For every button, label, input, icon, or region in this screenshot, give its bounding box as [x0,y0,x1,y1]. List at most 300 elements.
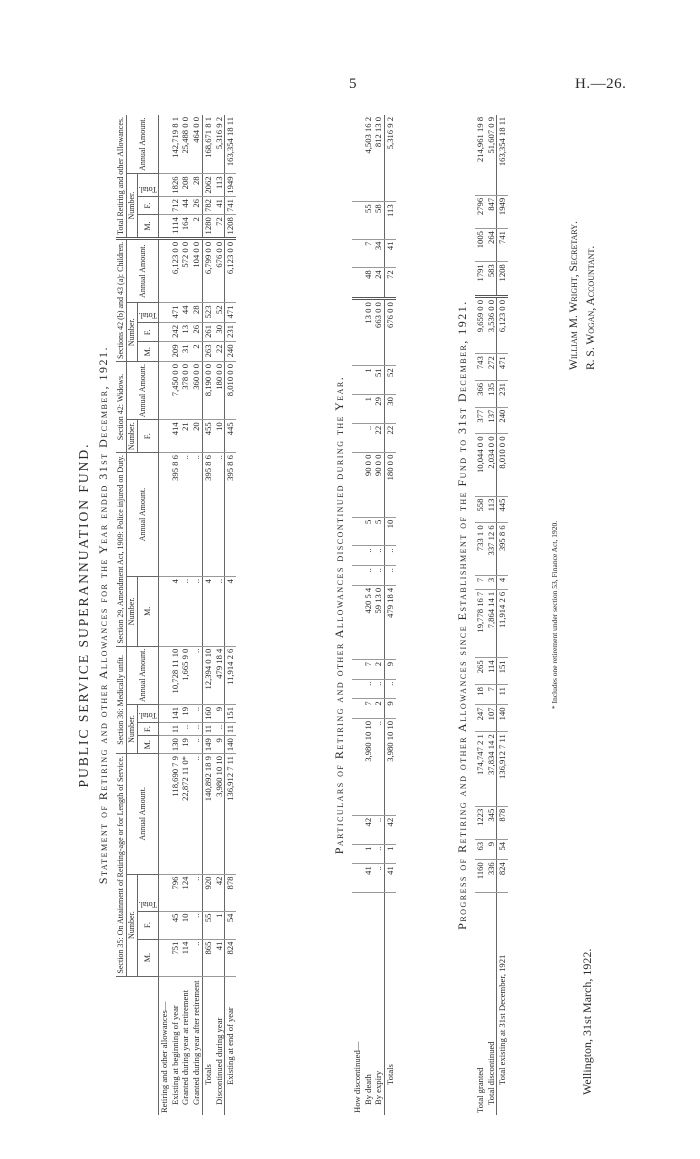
table-cell: 13 0 0 [363,299,374,366]
table-cell: .. [191,939,202,976]
table-cell: 479 18 4 [385,585,396,659]
table-cell: 5 [373,517,384,546]
table-cell: 464 0 0 [191,115,202,174]
table-cell: 8,190 0 0 [202,361,213,419]
table-cell: 395 8 6 [225,453,236,577]
table-cell: 214,961 19 8 [475,115,486,195]
table-cell: 28 [191,174,202,197]
table-cell: 9 [385,699,396,719]
table-cell: 1114 [170,215,181,239]
number-header: Number. [127,577,138,647]
statement-body [159,115,237,1115]
row-label: Totals [385,893,396,1116]
table-cell [159,115,170,174]
page-number: 5 [349,76,357,92]
table-cell: 22 [373,423,384,452]
table-cell: 5,316 9 2 [214,115,225,174]
s29-header: Section 29, Amendment Act, 1909: Police injured on Duty. [116,453,127,647]
table-cell: 41 [385,239,396,268]
table-cell: 22 [385,423,396,452]
table-cell: 9 [486,839,497,859]
table-cell: 558 [475,496,486,523]
progress-table [475,115,508,1115]
table-cell: 337 12 6 [486,523,497,575]
table-cell: 878 [497,806,508,839]
table-cell: 5 [363,517,374,546]
m-header: M. [138,939,159,976]
table-cell: 58 [373,202,384,239]
row-label: How discontinued— [352,1041,362,1113]
number-header: Number. [127,303,138,361]
table-cell: 231 [497,380,508,407]
number-header: Number. [127,174,138,238]
table-cell: 137 [486,407,497,434]
table-cell: 180 0 0 [385,452,396,517]
table-cell: 163,354 18 11 [497,115,508,195]
table-cell: .. [191,722,202,735]
particulars-body [352,115,396,1115]
table-cell: 824 [497,860,508,893]
secretary-signature: William M. Wright, Secretary. [568,221,580,370]
number-header: Number. [127,705,138,754]
table-cell: 174,747 2 1 [475,732,486,807]
table-cell: 264 [486,229,497,262]
table-cell: 11,914 2 6 [225,646,236,704]
table-cell: 6,123 0 0 [497,296,508,353]
table-cell [159,939,170,976]
table-cell: 31 [180,342,191,361]
page-reference: H.—26. [575,76,627,92]
row-label: Granted during year after retirement [191,980,202,1105]
table-cell: .. [191,646,202,704]
table-cell: 1949 [497,195,508,228]
table-cell: 395 8 6 [202,453,213,577]
number-header: Number. [127,874,138,976]
table-cell: 1,665 9 0 [180,646,191,704]
table-cell: 26 [191,322,202,341]
table-cell: 3 [486,575,497,589]
table-cell: 22,872 11 0* [180,754,191,875]
table-cell: 6,123 0 0 [170,238,181,303]
table-cell: 1 [214,911,225,939]
row-label: Existing at beginning of year [169,1005,180,1105]
table-cell: .. [373,815,384,844]
table-cell: 676 0 0 [385,299,396,366]
table-cell: 471 [497,354,508,381]
table-cell: 878 [225,874,236,911]
table-cell: 414 [170,420,181,453]
table-cell: 378 0 0 [180,361,191,419]
table-cell: 63 [475,839,486,859]
table-cell [352,268,363,299]
table-row [202,115,213,1115]
table-cell [352,239,363,268]
table-cell: .. [363,423,374,452]
annual-header: Annual Amount. [127,115,159,174]
row-label: Total existing at 31st December, 1921 [497,893,508,1116]
table-cell: 240 [497,407,508,434]
table-cell: 13 [180,322,191,341]
table-cell: 1208 [225,215,236,239]
table-cell: 2 [191,215,202,239]
table-cell: 782 [202,197,213,215]
table-cell: 471 [170,303,181,322]
table-cell: 9 [385,659,396,679]
table-cell: 41 [214,197,225,215]
table-row [475,115,486,1115]
particulars-title: Particulars of Retiring and other Allowances discontinued during the Year. [332,375,346,855]
table-cell [159,238,170,303]
table-cell: 28 [191,303,202,322]
table-cell [159,646,170,704]
table-cell: 10 [180,911,191,939]
progress-body [475,115,508,1115]
table-row [497,115,508,1115]
table-cell: 920 [202,874,213,911]
table-cell: 420 5 4 [363,585,374,659]
row-label: Existing at end of year [225,976,236,1115]
table-cell [352,679,363,699]
table-cell: 743 [475,354,486,381]
table-cell: 2062 [202,174,213,197]
table-cell: 4 [202,577,213,647]
table-cell: 18 [475,685,486,705]
f-header: F. [138,722,159,735]
table-cell: .. [363,679,374,699]
table-cell: 45 [170,911,181,939]
table-cell: 11 [202,722,213,735]
table-cell: .. [214,453,225,577]
table-row [214,115,225,1115]
table-cell [352,115,363,202]
table-cell: 240 [225,342,236,361]
m-header: M. [138,342,159,361]
table-cell: 360 0 0 [191,361,202,419]
table-row [486,115,497,1115]
annual-header: Annual Amount. [127,238,159,303]
table-cell: 263 [202,342,213,361]
table-cell: 8,010 0 0 [497,434,508,496]
table-cell: .. [191,754,202,875]
table-cell: .. [373,844,384,864]
table-cell: 51,607 0 9 [486,115,497,195]
table-cell: .. [385,546,396,566]
table-cell: 136,912 7 11 [497,732,508,807]
rotated-document-body [70,115,650,1115]
table-cell [352,844,363,864]
table-row [180,115,191,1115]
table-row [385,115,396,1115]
table-cell [159,453,170,577]
table-cell: 265 [475,658,486,685]
table-cell: 10,728 11 10 [170,646,181,704]
table-cell: 41 [385,864,396,893]
table-cell: 741 [497,229,508,262]
table-cell: .. [373,679,384,699]
table-cell: 29 [373,395,384,424]
table-cell: .. [214,722,225,735]
table-cell: 114 [486,658,497,685]
table-cell: 160 [202,705,213,723]
table-cell: 3,980 10 10 [214,754,225,875]
table-cell: 41 [363,864,374,893]
main-title: PUBLIC SERVICE SUPERANNUATION FUND. [76,442,91,788]
table-cell: 52 [385,366,396,395]
table-cell [159,215,170,239]
table-cell: 104 0 0 [191,238,202,303]
table-cell: 151 [497,658,508,685]
table-cell: .. [180,453,191,577]
table-cell [352,395,363,424]
annual-header: Annual Amount. [127,361,159,419]
table-cell: 114 [180,939,191,976]
table-cell: 1280 [202,215,213,239]
table-cell: 1160 [475,860,486,893]
table-cell: 11,914 2 6 [497,589,508,658]
footnote: * Includes one retirement under section 53, Finance Act, 1920. [550,520,559,710]
table-cell: 523 [202,303,213,322]
statement-title: Statement of Retiring and other Allowances for the Year ended 31st December, 1921. [96,345,110,885]
table-cell: 10 [214,420,225,453]
table-cell: 1 [363,844,374,864]
row-label: Totals [202,976,213,1115]
table-cell: 9 [214,736,225,754]
table-cell: 26 [191,197,202,215]
table-cell: 7 [363,239,374,268]
table-cell: 140 [225,736,236,754]
table-cell: 22 [214,342,225,361]
table-cell [159,342,170,361]
table-cell: 113 [214,174,225,197]
table-cell: 55 [202,911,213,939]
table-cell: 10 [385,517,396,546]
row-label: Retiring and other allowances— [159,1001,169,1113]
table-cell: 7,450 0 0 [170,361,181,419]
table-cell: 796 [170,874,181,911]
table-cell: .. [373,546,384,566]
table-cell: 19 [180,736,191,754]
m-header: M. [138,736,159,754]
table-cell: 733 1 0 [475,523,486,575]
total-col-header: Total. [138,303,159,322]
table-cell: 51 [373,366,384,395]
table-cell [352,815,363,844]
table-cell: 676 0 0 [214,238,225,303]
table-cell: 180 0 0 [214,361,225,419]
table-cell: 583 [486,262,497,297]
table-cell: 124 [180,874,191,911]
table-cell: 44 [180,303,191,322]
f-header: F. [138,420,159,453]
table-cell [352,864,363,893]
table-cell: .. [191,911,202,939]
table-cell: 7 [363,659,374,679]
table-cell [159,911,170,939]
table-cell: 113 [486,496,497,523]
table-cell: 6,123 0 0 [225,238,236,303]
table-cell: 865 [202,939,213,976]
table-cell [352,718,363,815]
table-cell [352,699,363,719]
table-cell: 3,980 10 10 [385,718,396,815]
table-cell: 1005 [475,229,486,262]
total-header: Total Retiring and other Allowances. [116,115,127,238]
table-row [352,115,363,1115]
table-cell: 445 [225,420,236,453]
table-cell: 366 [475,380,486,407]
table-cell: 4 [170,577,181,647]
table-cell: 471 [225,303,236,322]
table-cell: 168,671 8 1 [202,115,213,174]
table-cell: 118,690 7 9 [170,754,181,875]
table-cell: 72 [214,215,225,239]
table-cell: 7 [475,575,486,589]
table-cell: 42 [214,874,225,911]
table-cell [159,722,170,735]
table-cell [352,546,363,566]
table-cell: 42 [385,815,396,844]
table-cell: 824 [225,939,236,976]
table-cell [352,585,363,659]
table-cell [159,361,170,419]
table-cell: 455 [202,420,213,453]
table-cell: 59 13 0 [373,585,384,659]
table-cell: 20 [191,420,202,453]
table-cell: 11 [497,685,508,705]
table-cell: 34 [373,239,384,268]
table-cell: 572 0 0 [180,238,191,303]
s36-header: Section 36: Medically unfit. [116,646,127,753]
table-cell: 7 [486,685,497,705]
table-cell: 149 [202,736,213,754]
table-cell: 7 [363,699,374,719]
table-cell: 9 [214,705,225,723]
table-cell: 2 [373,699,384,719]
table-cell: 1826 [170,174,181,197]
table-cell: 135 [486,380,497,407]
table-cell: 42 [363,815,374,844]
table-cell: 4,503 16 2 [363,115,374,202]
table-cell: 345 [486,806,497,839]
table-cell: 3,980 10 10 [363,718,374,815]
table-cell: 5,316 9 2 [385,115,396,202]
statement-table [116,115,236,1115]
table-row [363,115,374,1115]
table-cell: 141 [170,705,181,723]
table-cell [352,566,363,586]
progress-title: Progress of Retiring and other Allowances since Establishment of the Fund to 31st December, 1921. [455,300,469,930]
table-cell [159,174,170,197]
table-cell: .. [373,718,384,815]
table-cell [352,366,363,395]
table-cell: 41 [214,939,225,976]
table-cell: 37,834 14 2 [486,732,497,807]
table-cell: 136,912 7 11 [225,754,236,875]
row-label: Granted during year at retirement [180,989,191,1105]
s42c-header: Sections 42 (b) and 43 (a): Children. [116,238,127,361]
row-label: Total granted [475,1067,485,1113]
table-cell: .. [191,736,202,754]
table-cell: 377 [475,407,486,434]
table-cell: 113 [385,202,396,239]
row-label: Discontinued during year [213,1017,224,1105]
table-cell: 1 [363,366,374,395]
s35-header: Section 35: On Attainment of Retiring-age or for Length of Service. [116,754,127,977]
table-cell: 30 [385,395,396,424]
table-cell: 741 [225,197,236,215]
table-cell: .. [214,577,225,647]
total-col-header: Total. [138,174,159,197]
table-cell: .. [363,566,374,586]
table-cell [159,754,170,875]
table-cell: 2 [191,342,202,361]
table-cell: 247 [475,705,486,732]
table-cell: .. [373,566,384,586]
table-cell: 261 [202,322,213,341]
table-cell: 712 [170,197,181,215]
table-cell: 48 [363,268,374,299]
table-cell [159,420,170,453]
table-cell: 395 8 6 [497,523,508,575]
table-cell: 44 [180,197,191,215]
table-cell: .. [191,705,202,723]
table-cell [352,452,363,517]
table-cell: 1223 [475,806,486,839]
table-cell: 11 [170,722,181,735]
table-cell: 140,892 18 9 [202,754,213,875]
annual-header: Annual Amount. [127,453,159,577]
table-cell: 336 [486,860,497,893]
table-cell: 9,659 0 0 [475,296,486,353]
table-cell: .. [385,679,396,699]
table-cell: .. [191,874,202,911]
table-cell: 663 0 0 [373,299,384,366]
table-cell [159,874,170,911]
total-col-header: Total. [138,705,159,723]
table-cell: 55 [363,202,374,239]
table-cell [159,197,170,215]
table-cell: 209 [170,342,181,361]
table-cell [352,517,363,546]
table-cell: .. [191,453,202,577]
table-cell: 2,034 0 0 [486,434,497,496]
s42w-header: Section 42: Widows. [116,361,127,452]
table-cell: 1949 [225,174,236,197]
table-row [159,115,170,1115]
table-cell: 208 [180,174,191,197]
table-cell: 8,010 0 0 [225,361,236,419]
label-header [116,976,159,1115]
particulars-table [352,115,396,1115]
f-header: F. [138,197,159,215]
table-cell [159,322,170,341]
table-cell: 21 [180,420,191,453]
table-cell: 1 [385,844,396,864]
signatures [566,221,601,370]
table-cell: 142,719 8 1 [170,115,181,174]
table-cell: 19,778 16 7 [475,589,486,658]
table-cell: 72 [385,268,396,299]
table-cell [159,705,170,723]
table-cell [352,659,363,679]
table-cell: 751 [170,939,181,976]
table-row [191,115,202,1115]
table-cell: 242 [170,322,181,341]
table-cell: 90 0 0 [363,452,374,517]
table-cell [352,423,363,452]
table-cell: 4 [225,577,236,647]
table-cell: 151 [225,705,236,723]
